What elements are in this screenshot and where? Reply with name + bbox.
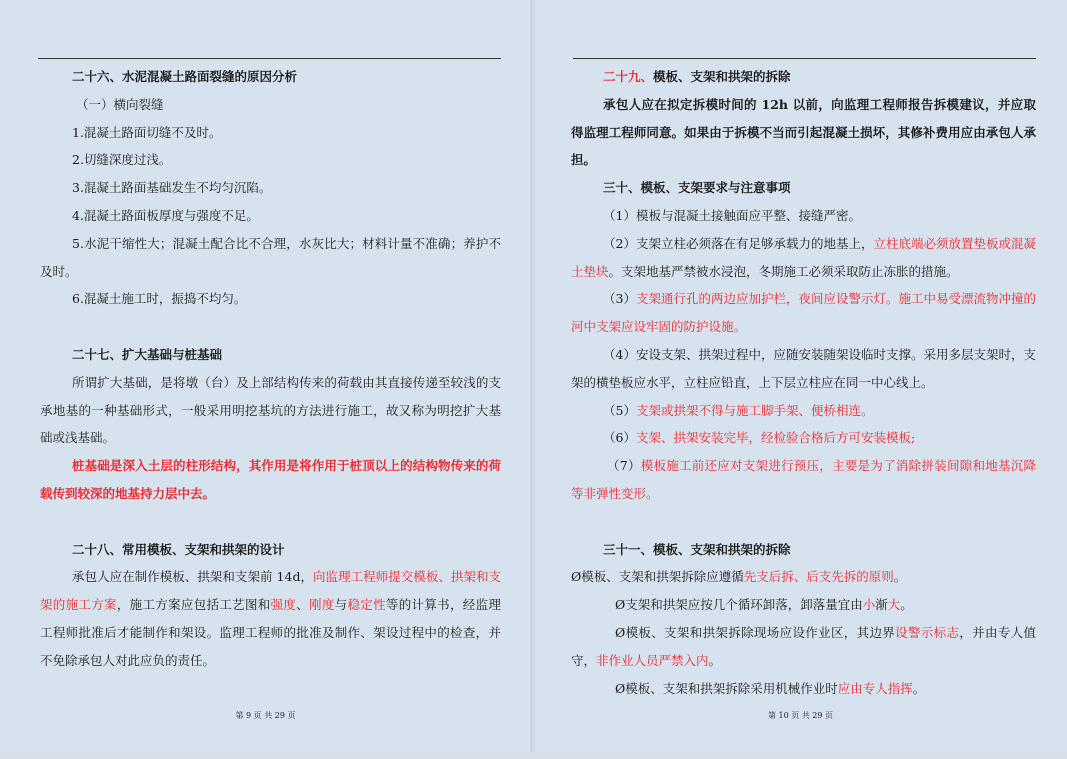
- page-footer: 第 10 页 共 29 页: [767, 711, 834, 720]
- page-10: [534, 0, 1066, 752]
- section-31-title: 三十一、模板、支架和拱架的拆除: [603, 541, 791, 557]
- list-item: （6）支架、拱架安装完毕，经检验合格后方可安装模板;: [603, 430, 916, 446]
- section-26-subtitle: （一）横向裂缝: [76, 96, 164, 112]
- page-10-content: [571, 63, 1036, 702]
- list-item: 5.水泥干缩性大；混凝土配合比不合理，水灰比大；材料计量不准确；养护不及时。: [40, 235, 501, 279]
- list-item: 4.混凝土路面板厚度与强度不足。: [72, 207, 259, 223]
- list-item: （1）模板与混凝土接触面应平整、接缝严密。: [603, 207, 861, 223]
- list-item: （7）模板施工前还应对支架进行预压，主要是为了消除拼装间隙和地基沉降等非弹性变形。: [571, 458, 1036, 501]
- section-26-title: 二十六、水泥混凝土路面裂缝的原因分析: [72, 69, 298, 84]
- list-item: （4）安设支架、拱架过程中，应随安装随架设临时支撑。采用多层支架时，支架的横垫板应水平，立柱应铅直，上下层立柱应在同一中心线上。: [571, 346, 1036, 390]
- list-item: 6.混凝土施工时，振捣不均匀。: [72, 291, 247, 307]
- list-item: Ø支架和拱架应按几个循环卸落，卸落量宜由小渐大。: [615, 597, 913, 613]
- list-item: 2.切缝深度过浅。: [72, 152, 172, 168]
- section-29-title: 二十九、模板、支架和拱架的拆除: [603, 69, 791, 84]
- list-item: Ø模板、支架和拱架拆除采用机械作业时应由专人指挥。: [615, 680, 926, 696]
- list-item: （5）支架或拱架不得与施工脚手架、便桥相连。: [603, 402, 874, 418]
- page-9-content: [40, 63, 501, 675]
- page-footer: 第 9 页 共 29 页: [235, 711, 296, 720]
- section-27-highlight: 桩基础是深入土层的柱形结构，其作用是将作用于桩顶以上的结构物传来的荷载传到较深的地基持力层中去。: [40, 458, 501, 501]
- section-28-paragraph: 承包人应在制作模板、拱架和支架前 14d，向监理工程师提交模板、拱架和支架的施工方案，施工方案应包括工艺图和强度、刚度与稳定性等的计算书，经监理工程师批准后才能制作和架设。监理工程师的批准及制作、架设过程中的检查，并不免除承包人对此应负的责任。: [40, 569, 501, 668]
- page-9: [0, 0, 532, 752]
- section-27-title: 二十七、扩大基础与桩基础: [72, 346, 223, 362]
- section-30-title: 三十、模板、支架要求与注意事项: [603, 180, 791, 196]
- list-item: 3.混凝土路面基础发生不均匀沉陷。: [72, 180, 272, 196]
- list-item: （2）支架立柱必须落在有足够承载力的地基上，立柱底端必须放置垫板或混凝土垫块。支架地基严禁被水浸泡，冬期施工必须采取防止冻胀的措施。: [571, 235, 1036, 279]
- header-rule: [38, 58, 501, 59]
- list-item: Ø模板、支架和拱架拆除现场应设作业区，其边界设警示标志，并由专人值守，非作业人员严禁入内。: [571, 624, 1036, 668]
- list-item: 1.混凝土路面切缝不及时。: [72, 124, 222, 140]
- section-29-paragraph: 承包人应在拟定拆模时间的 12h 以前，向监理工程师报告拆模建议，并应取得监理工程师同意。如果由于拆模不当而引起混凝土损坏，其修补费用应由承包人承担。: [571, 96, 1036, 168]
- header-rule: [573, 58, 1036, 59]
- section-28-title: 二十八、常用模板、支架和拱架的设计: [72, 541, 285, 557]
- section-27-paragraph: 所谓扩大基础，是将墩（台）及上部结构传来的荷载由其直接传递至较浅的支承地基的一种基础形式，一般采用明挖基坑的方法进行施工，故又称为明挖扩大基础或浅基础。: [40, 374, 501, 446]
- list-item: （3）支架通行孔的两边应加护栏，夜间应设警示灯。施工中易受漂流物冲撞的河中支架应设牢固的防护设施。: [571, 291, 1036, 335]
- list-item: Ø模板、支架和拱架拆除应遵循先支后拆、后支先拆的原则。: [571, 569, 907, 585]
